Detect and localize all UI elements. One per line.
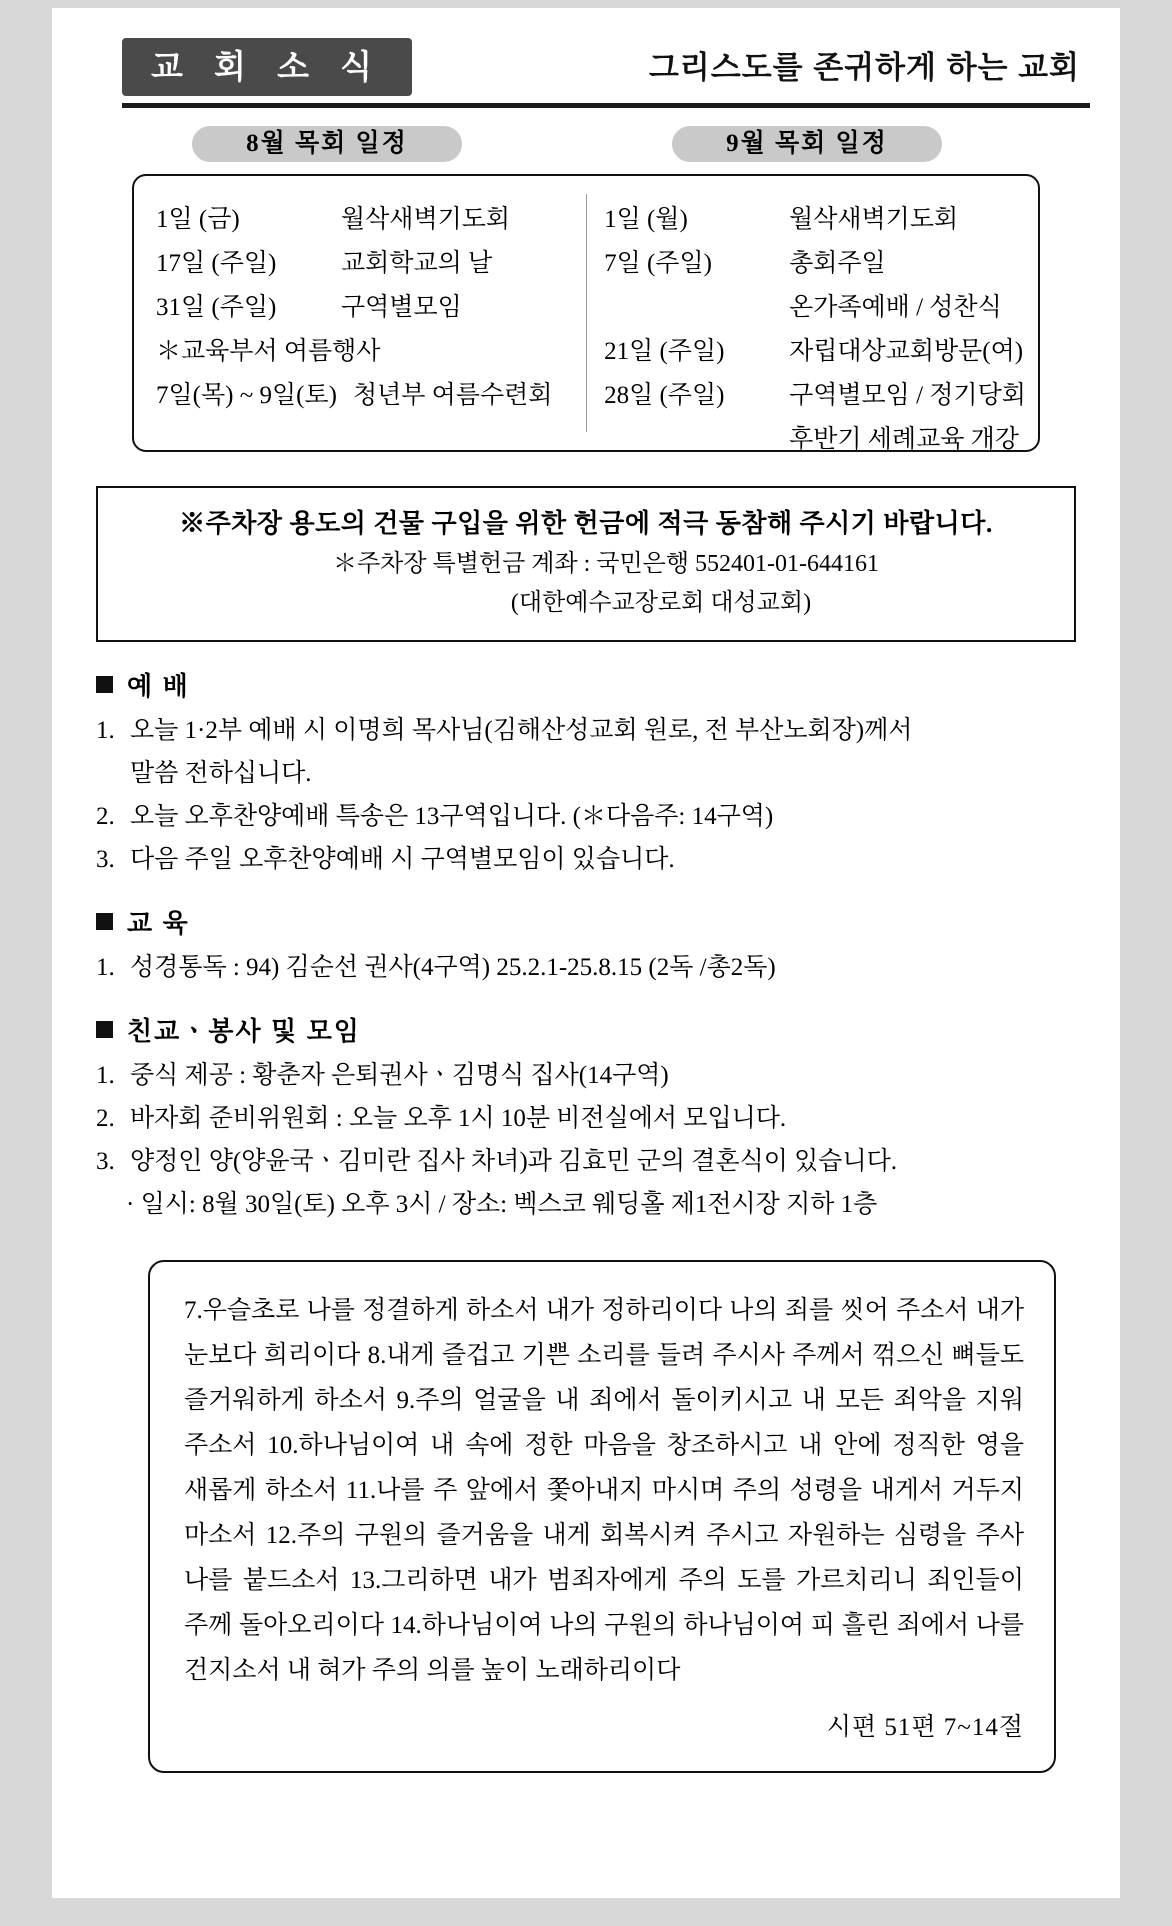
list-item bbox=[96, 795, 1076, 838]
item-number: 3. bbox=[96, 1148, 115, 1175]
item-number: 2. bbox=[96, 803, 115, 830]
schedule-event: 온가족예배 / 성찬식 bbox=[789, 294, 1002, 321]
schedule-date: 31일 (주일) bbox=[156, 294, 277, 321]
header-tagline: 그리스도를 존귀하게 하는 교회 bbox=[648, 50, 1080, 85]
bulletin-sheet bbox=[52, 8, 1120, 1898]
schedule-tabs bbox=[52, 126, 1120, 166]
schedule-event: 구역별모임 / 정기당회 bbox=[789, 382, 1026, 409]
item-text: 성경통독 : 94) 김순선 권사(4구역) 25.2.1-25.8.15 (2독 /총2독) bbox=[130, 954, 776, 981]
tab-august-schedule: 8월 목회 일정 bbox=[192, 126, 462, 162]
schedule-date: 7일(목) ~ 9일(토) bbox=[156, 382, 337, 409]
header-banner bbox=[122, 38, 1090, 100]
schedule-date bbox=[604, 418, 789, 462]
schedule-row bbox=[604, 418, 1020, 462]
section-heading-worship bbox=[96, 666, 1076, 703]
tab-september-schedule: 9월 목회 일정 bbox=[672, 126, 942, 162]
schedule-date: 28일 (주일) bbox=[604, 382, 725, 409]
schedule-box bbox=[132, 174, 1040, 452]
square-bullet-icon bbox=[96, 676, 113, 693]
list-item bbox=[96, 946, 1076, 989]
item-text: 중식 제공 : 황춘자 은퇴권사ㆍ김명식 집사(14구역) bbox=[130, 1062, 669, 1089]
schedule-row bbox=[156, 198, 572, 242]
notice-line-2: ＊주차장 특별헌금 계좌 : 국민은행 552401-01-644161 bbox=[332, 551, 880, 577]
section-heading-fellowship bbox=[96, 1011, 1076, 1048]
schedule-divider bbox=[586, 194, 587, 432]
schedule-event: 월삭새벽기도회 bbox=[789, 206, 959, 233]
list-item bbox=[96, 1140, 1076, 1183]
schedule-row bbox=[156, 286, 572, 330]
schedule-event: 총회주일 bbox=[789, 250, 886, 277]
item-number: 2. bbox=[96, 1105, 115, 1132]
section-heading-education bbox=[96, 903, 1076, 940]
schedule-event: 교회학교의 날 bbox=[341, 250, 493, 277]
item-number: 1. bbox=[96, 954, 115, 981]
schedule-date: 17일 (주일) bbox=[156, 250, 277, 277]
schedule-row bbox=[604, 242, 1020, 286]
square-bullet-icon bbox=[96, 913, 113, 930]
item-text: 바자회 준비위원회 : 오늘 오후 1시 10분 비전실에서 모입니다. bbox=[130, 1105, 787, 1132]
header-rule bbox=[122, 103, 1090, 108]
schedule-row bbox=[156, 374, 572, 418]
list-item bbox=[96, 1054, 1076, 1097]
schedule-event: 자립대상교회방문(여) bbox=[789, 338, 1024, 365]
schedule-event: 청년부 여름수련회 bbox=[352, 382, 553, 409]
scripture-body: 7.우슬초로 나를 정결하게 하소서 내가 정하리이다 나의 죄를 씻어 주소서 내가 눈보다 희리이다 8.내게 즐겁고 기쁜 소리를 들려 주시사 주께서 꺾으신 뼈들도 즐거워하게 하소서 9.주의 얼굴을 내 죄에서 돌이키시고 내 모든 죄악을 지워 주소서 10.하나님이여 내 속에 정한 마음을 창조하시고 내 안에 정직한 영을 새롭게 하소서 11.나를 주 앞에서 쫓아내지 마시며 주의 성령을 내게서 거두지 마소서 12.주의 구원의 즐거움을 내게 회복시켜 주시고 자원하는 심령을 주사 나를 붙드소서 13.그리하면 내가 범죄자에게 주의 도를 가르치리니 죄인들이 주께 돌아오리이다 14.하나님이여 나의 구원의 하나님이여 피 흘린 죄에서 나를 건지소서 내 혀가 주의 의를 높이 노래하리이다 bbox=[184, 1297, 1024, 1684]
section-heading-label: 친교ㆍ봉사 및 모임 bbox=[127, 1017, 361, 1046]
section-heading-label: 예 배 bbox=[127, 672, 190, 701]
list-item bbox=[96, 1097, 1076, 1140]
scripture-reference: 시편 51편 7~14절 bbox=[826, 1714, 1024, 1741]
schedule-date: 1일 (금) bbox=[156, 206, 240, 233]
schedule-date: 21일 (주일) bbox=[604, 338, 725, 365]
item-text: 다음 주일 오후찬양예배 시 구역별모임이 있습니다. bbox=[130, 846, 675, 873]
list-item bbox=[96, 838, 1076, 881]
schedule-event: 후반기 세례교육 개강 bbox=[789, 426, 1019, 453]
item-number: 1. bbox=[96, 717, 115, 744]
schedule-row bbox=[604, 286, 1020, 330]
scripture-box bbox=[148, 1260, 1056, 1773]
offering-notice-box bbox=[96, 486, 1076, 642]
schedule-event bbox=[396, 330, 571, 374]
list-item bbox=[96, 709, 1076, 752]
item-text: 오늘 1·2부 예배 시 이명희 목사님(김해산성교회 원로, 전 부산노회장)께서 bbox=[130, 717, 913, 744]
item-number: 1. bbox=[96, 1062, 115, 1089]
schedule-row bbox=[604, 330, 1024, 374]
item-text: 오늘 오후찬양예배 특송은 13구역입니다. (＊다음주: 14구역) bbox=[130, 803, 774, 830]
notice-line-1: ※주차장 용도의 건물 구입을 위한 헌금에 적극 동참해 주시기 바랍니다. bbox=[179, 509, 993, 538]
schedule-date: 7일 (주일) bbox=[604, 250, 712, 277]
square-bullet-icon bbox=[96, 1021, 113, 1038]
item-number: 3. bbox=[96, 846, 115, 873]
schedule-row bbox=[604, 374, 1026, 418]
schedule-date: ＊교육부서 여름행사 bbox=[156, 338, 381, 365]
august-schedule-list bbox=[156, 198, 572, 418]
schedule-event: 구역별모임 bbox=[341, 294, 462, 321]
schedule-event: 월삭새벽기도회 bbox=[341, 206, 511, 233]
item-detail-line: · 일시: 8월 30일(토) 오후 3시 / 장소: 벡스코 웨딩홀 제1전시장 지하 1층 bbox=[126, 1191, 878, 1218]
item-text: 양정인 양(양윤국ㆍ김미란 집사 차녀)과 김효민 군의 결혼식이 있습니다. bbox=[130, 1148, 898, 1175]
schedule-row bbox=[156, 330, 572, 374]
notice-line-3: (대한예수교장로회 대성교회) bbox=[510, 590, 812, 616]
announcement-sections bbox=[96, 666, 1076, 1226]
schedule-date bbox=[604, 286, 789, 330]
schedule-date: 1일 (월) bbox=[604, 206, 688, 233]
header-title: 교 회 소 식 bbox=[150, 48, 384, 85]
schedule-row bbox=[156, 242, 572, 286]
schedule-row bbox=[604, 198, 1020, 242]
header-title-plate bbox=[122, 38, 412, 96]
september-schedule-list bbox=[604, 198, 1026, 462]
section-heading-label: 교 육 bbox=[127, 909, 190, 938]
item-continuation: 말씀 전하십니다. bbox=[130, 760, 312, 787]
